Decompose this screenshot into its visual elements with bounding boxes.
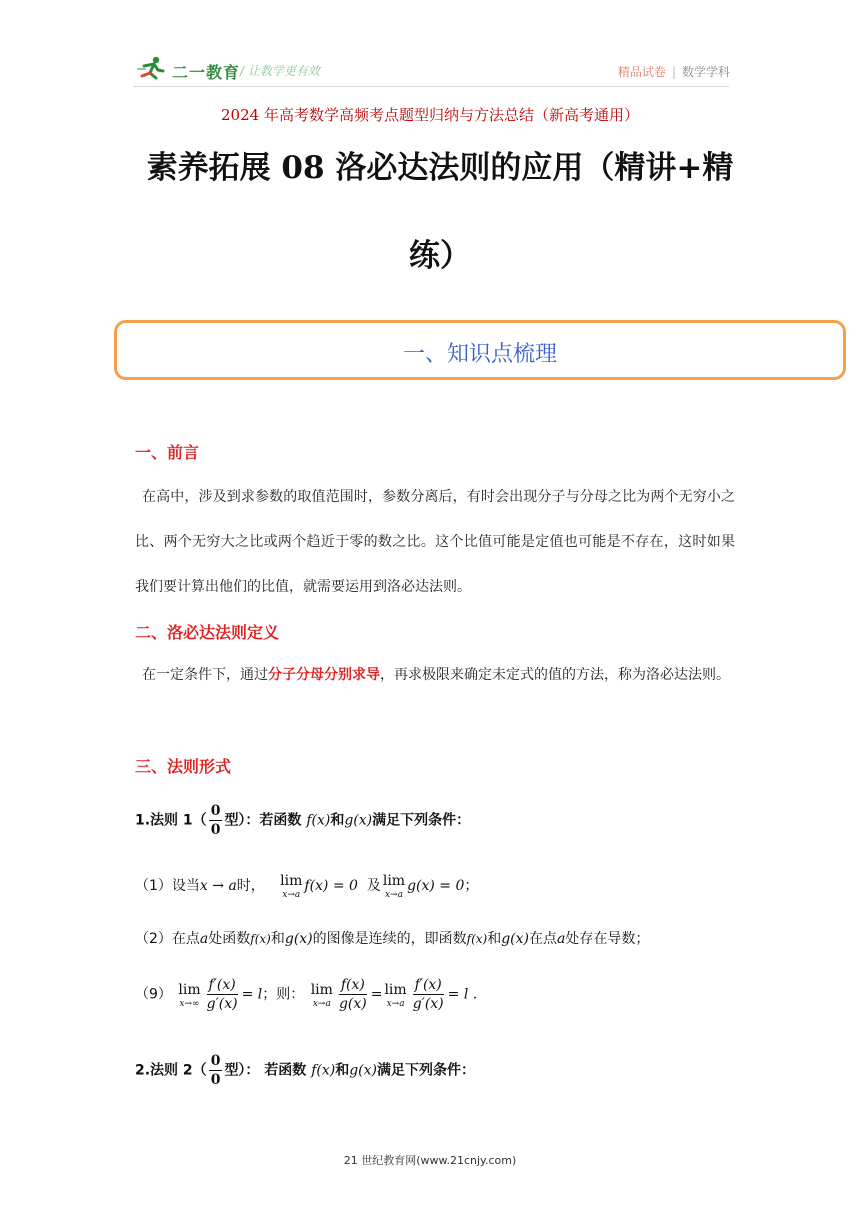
definition-heading: 二、洛必达法则定义 <box>135 623 280 642</box>
condition-2 <box>135 928 649 948</box>
cond1-g-eq: g(x) = 0 <box>407 878 465 894</box>
page-footer: 21 世纪教育网(www.21cnjy.com) <box>343 1154 517 1167</box>
doc-subtitle: 2024 年高考数学高频考点题型归纳与方法总结（新高考通用） <box>221 106 639 124</box>
rule1-end: 满足下列条件： <box>372 812 471 829</box>
cond3-then: ；则： <box>262 986 305 1003</box>
rule2-g: g(x) <box>349 1062 377 1079</box>
preface-text: 在高中，涉及到求参数的取值范围时，参数分离后，有时会出现分子与分母之比为两个无穷小之比、两个无穷大之比或两个趋近于零的数之比。这个比值可能是定值也可能是不存在，这时如果我们要计算出他们的比值，就需要运用到洛必达法则。 <box>135 489 735 595</box>
limit-a-2 <box>384 981 406 1009</box>
frac-numerator: 0 <box>210 1053 221 1069</box>
cond2-and2: 和 <box>487 931 502 947</box>
cond1-num: （1）设当 <box>135 878 200 894</box>
cond2-num: （2）在点 <box>135 931 200 947</box>
cond2-f2: f(x) <box>466 932 488 946</box>
rule1-and: 和 <box>330 812 345 829</box>
cond1-expr: x → a <box>199 878 237 894</box>
cond2-g2: g(x) <box>501 931 529 947</box>
rule2-prefix: 2.法则 2（ <box>135 1062 207 1079</box>
frac-numerator: f′(x) <box>208 977 236 993</box>
definition-before: 在一定条件下，通过 <box>142 667 268 683</box>
cond1-when: 时， <box>236 878 265 894</box>
header-divider <box>133 86 729 87</box>
lim-sub: x→a <box>312 998 331 1009</box>
frac-numerator: f′(x) <box>414 977 442 993</box>
cond1-end: ； <box>464 878 479 894</box>
lim-label: lim <box>382 873 406 889</box>
lim-sub: x→a <box>384 890 403 900</box>
limit-infinity <box>178 981 200 1009</box>
header-subject: 数学学科 <box>681 65 730 79</box>
rule2-line <box>135 1052 475 1089</box>
cond2-f: f(x) <box>250 932 271 946</box>
brand-slogan: / 让教学更有效 <box>240 64 320 78</box>
cond2-t3: 在点 <box>529 931 557 947</box>
rule1-prefix: 1.法则 1（ <box>135 812 207 829</box>
frac-denominator: 0 <box>210 822 221 838</box>
rule2-f: f(x) <box>311 1062 336 1079</box>
preface-heading: 一、前言 <box>135 443 200 462</box>
cond3-num: （9） <box>135 986 172 1003</box>
lim-label: lim <box>178 981 201 998</box>
header-separator: | <box>671 65 676 79</box>
rule1-g: g(x) <box>344 812 373 829</box>
cond3-eq: = <box>370 986 383 1003</box>
cond3-eq-l: = l <box>241 986 263 1003</box>
frac-denominator: g(x) <box>338 996 367 1012</box>
function-ratio <box>337 976 369 1013</box>
limit-g <box>383 872 405 900</box>
cond2-g: g(x) <box>284 931 313 947</box>
condition-1 <box>135 872 478 900</box>
header-tags <box>618 63 730 80</box>
limit-a <box>311 981 333 1009</box>
derivative-ratio-2 <box>411 976 446 1013</box>
rule2-and: 和 <box>335 1062 350 1079</box>
cond2-and: 和 <box>270 931 285 947</box>
brand-name: 二一教育 <box>172 63 241 82</box>
definition-text <box>135 653 735 698</box>
lim-sub: x→∞ <box>179 998 200 1009</box>
cond2-t4: 处存在导数； <box>565 931 650 947</box>
cond2-t2: 的图像是连续的，即函数 <box>312 931 467 947</box>
zero-over-zero-fraction <box>209 1052 223 1089</box>
header-tag: 精品试卷 <box>617 65 666 79</box>
runner-logo-icon <box>136 56 166 82</box>
lim-label: lim <box>280 873 303 889</box>
cond1-and: 及 <box>366 878 381 894</box>
definition-highlight: 分子分母分别求导 <box>268 667 380 683</box>
lim-sub: x→a <box>282 890 301 900</box>
frac-denominator: g′(x) <box>206 996 238 1012</box>
condition-3 <box>135 976 477 1013</box>
derivative-ratio <box>205 976 240 1013</box>
limit-f <box>280 872 302 900</box>
section-title: 一、知识点梳理 <box>402 342 557 367</box>
rule1-f: f(x) <box>306 812 331 829</box>
cond1-f-eq: f(x) = 0 <box>304 878 358 894</box>
rule1-suffix: 型）：若函数 <box>224 812 302 829</box>
cond2-a: a <box>199 931 209 947</box>
frac-denominator: 0 <box>210 1072 221 1088</box>
zero-over-zero-fraction <box>209 802 223 839</box>
doc-title: 素养拓展 08 洛必达法则的应用（精讲+精练） <box>146 150 734 274</box>
frac-numerator: f(x) <box>340 977 365 993</box>
frac-numerator: 0 <box>210 803 221 819</box>
lim-sub: x→a <box>386 998 405 1009</box>
rule1-line <box>135 802 470 839</box>
cond2-t1: 处函数 <box>208 931 251 947</box>
forms-heading: 三、法则形式 <box>135 757 232 776</box>
frac-denominator: g′(x) <box>412 996 444 1012</box>
rule2-suffix: 型）： 若函数 <box>224 1062 307 1079</box>
definition-after: ，再求极限来确定未定式的值的方法，称为洛必达法则。 <box>380 667 730 683</box>
lim-label: lim <box>310 981 333 998</box>
cond3-end: = l . <box>447 986 478 1003</box>
rule2-end: 满足下列条件： <box>376 1062 475 1079</box>
cond2-a2: a <box>557 931 566 947</box>
lim-label: lim <box>384 981 407 998</box>
